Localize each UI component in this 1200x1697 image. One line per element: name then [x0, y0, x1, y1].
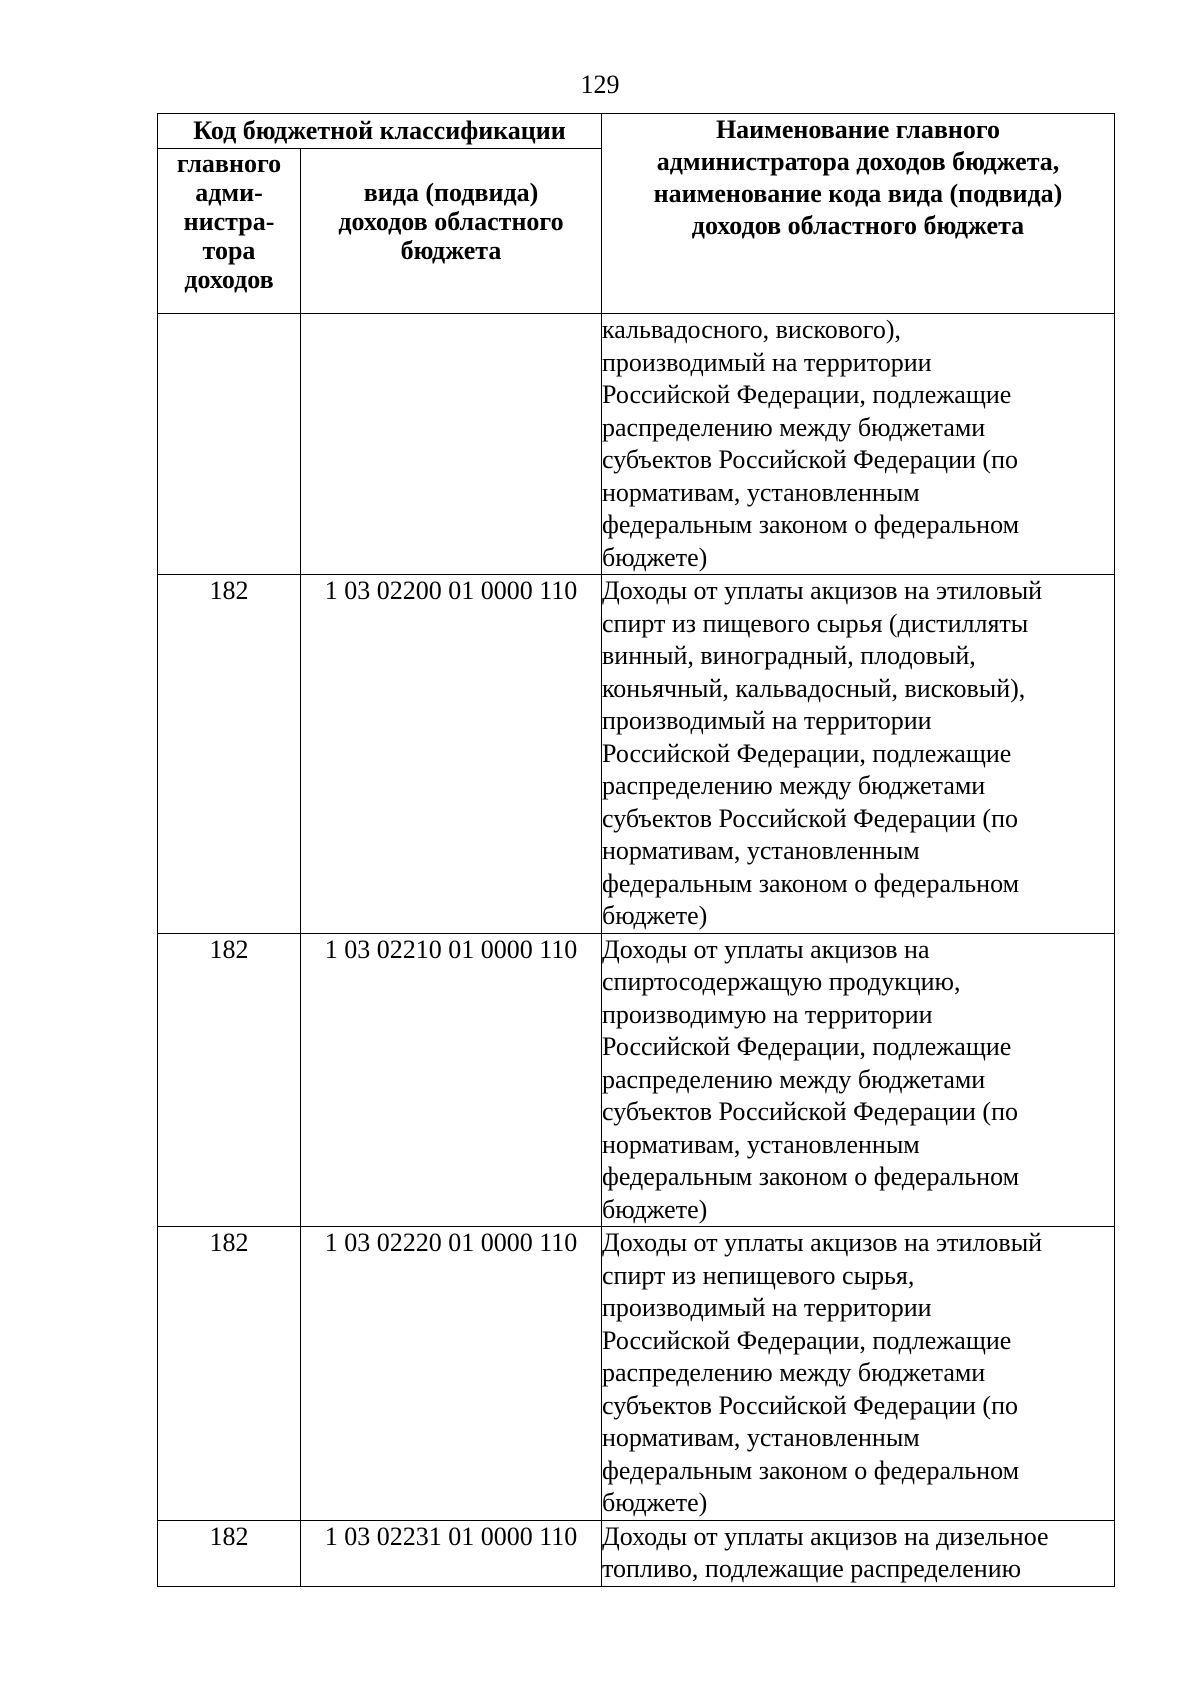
income-name-cell — [602, 575, 1115, 934]
admin-code-cell: 182 — [158, 933, 301, 1227]
table-row — [158, 314, 1115, 575]
income-code-cell: 1 03 02210 01 0000 110 — [301, 933, 602, 1227]
header-admin-text: главного адми- нистра- тора доходов — [176, 149, 282, 294]
page-number: 129 — [580, 70, 620, 99]
income-code-cell: 1 03 02200 01 0000 110 — [301, 575, 602, 934]
header-code-column — [301, 149, 602, 314]
admin-code-cell: 182 — [158, 575, 301, 934]
table-row — [158, 933, 1115, 1227]
income-name-text: Доходы от уплаты акцизов на дизельное топливо, подлежащие распределению — [602, 1521, 1049, 1583]
budget-classification-table — [157, 113, 1115, 1587]
income-code-cell: 1 03 02231 01 0000 110 — [301, 1520, 602, 1586]
table-row — [158, 1227, 1115, 1521]
header-admin-column — [158, 149, 301, 314]
header-name-column — [602, 114, 1115, 314]
income-name-text: Доходы от уплаты акцизов на спиртосодержащую продукцию, производимую на территории Российской Федерации, подлежащие распределению между бюджетами субъектов Российской Федерации (по нормативам, установленным федеральным законом о федеральном бюджете) — [602, 934, 1020, 1224]
header-budget-classification-code: Код бюджетной классификации — [158, 114, 602, 149]
income-name-cell — [602, 314, 1115, 575]
income-name-cell — [602, 1227, 1115, 1521]
income-name-text: Доходы от уплаты акцизов на этиловый спирт из непищевого сырья, производимый на территории Российской Федерации, подлежащие распределению между бюджетами субъектов Российской Федерации (по нормативам, установленным федеральным законом о федеральном бюджете) — [602, 1228, 1043, 1517]
table-row — [158, 1520, 1115, 1586]
income-code-cell: 1 03 02220 01 0000 110 — [301, 1227, 602, 1521]
header-row-group — [158, 114, 1115, 149]
header-name-text: Наименование главного администратора доходов бюджета, наименование кода вида (подвида) доходов областного бюджета — [653, 115, 1063, 240]
income-name-text: Доходы от уплаты акцизов на этиловый спирт из пищевого сырья (дистилляты винный, виноградный, плодовый, коньячный, кальвадосный, висковый), производимый на территории Российской Федерации, подлежащие распределению между бюджетами субъектов Российской Федерации (по нормативам, установленным федеральным законом о федеральном бюджете) — [602, 576, 1043, 930]
admin-code-cell: 182 — [158, 1520, 301, 1586]
income-name-cell — [602, 933, 1115, 1227]
header-code-text: вида (подвида) доходов областного бюджета — [338, 178, 564, 265]
income-code-cell — [301, 314, 602, 575]
admin-code-cell: 182 — [158, 1227, 301, 1521]
income-name-cell — [602, 1520, 1115, 1586]
table-row — [158, 575, 1115, 934]
admin-code-cell — [158, 314, 301, 575]
income-name-text: кальвадосного, вискового), производимый на территории Российской Федерации, подлежащие распределению между бюджетами субъектов Российской Федерации (по нормативам, установленным федеральным законом о федеральном бюджете) — [602, 315, 1020, 572]
